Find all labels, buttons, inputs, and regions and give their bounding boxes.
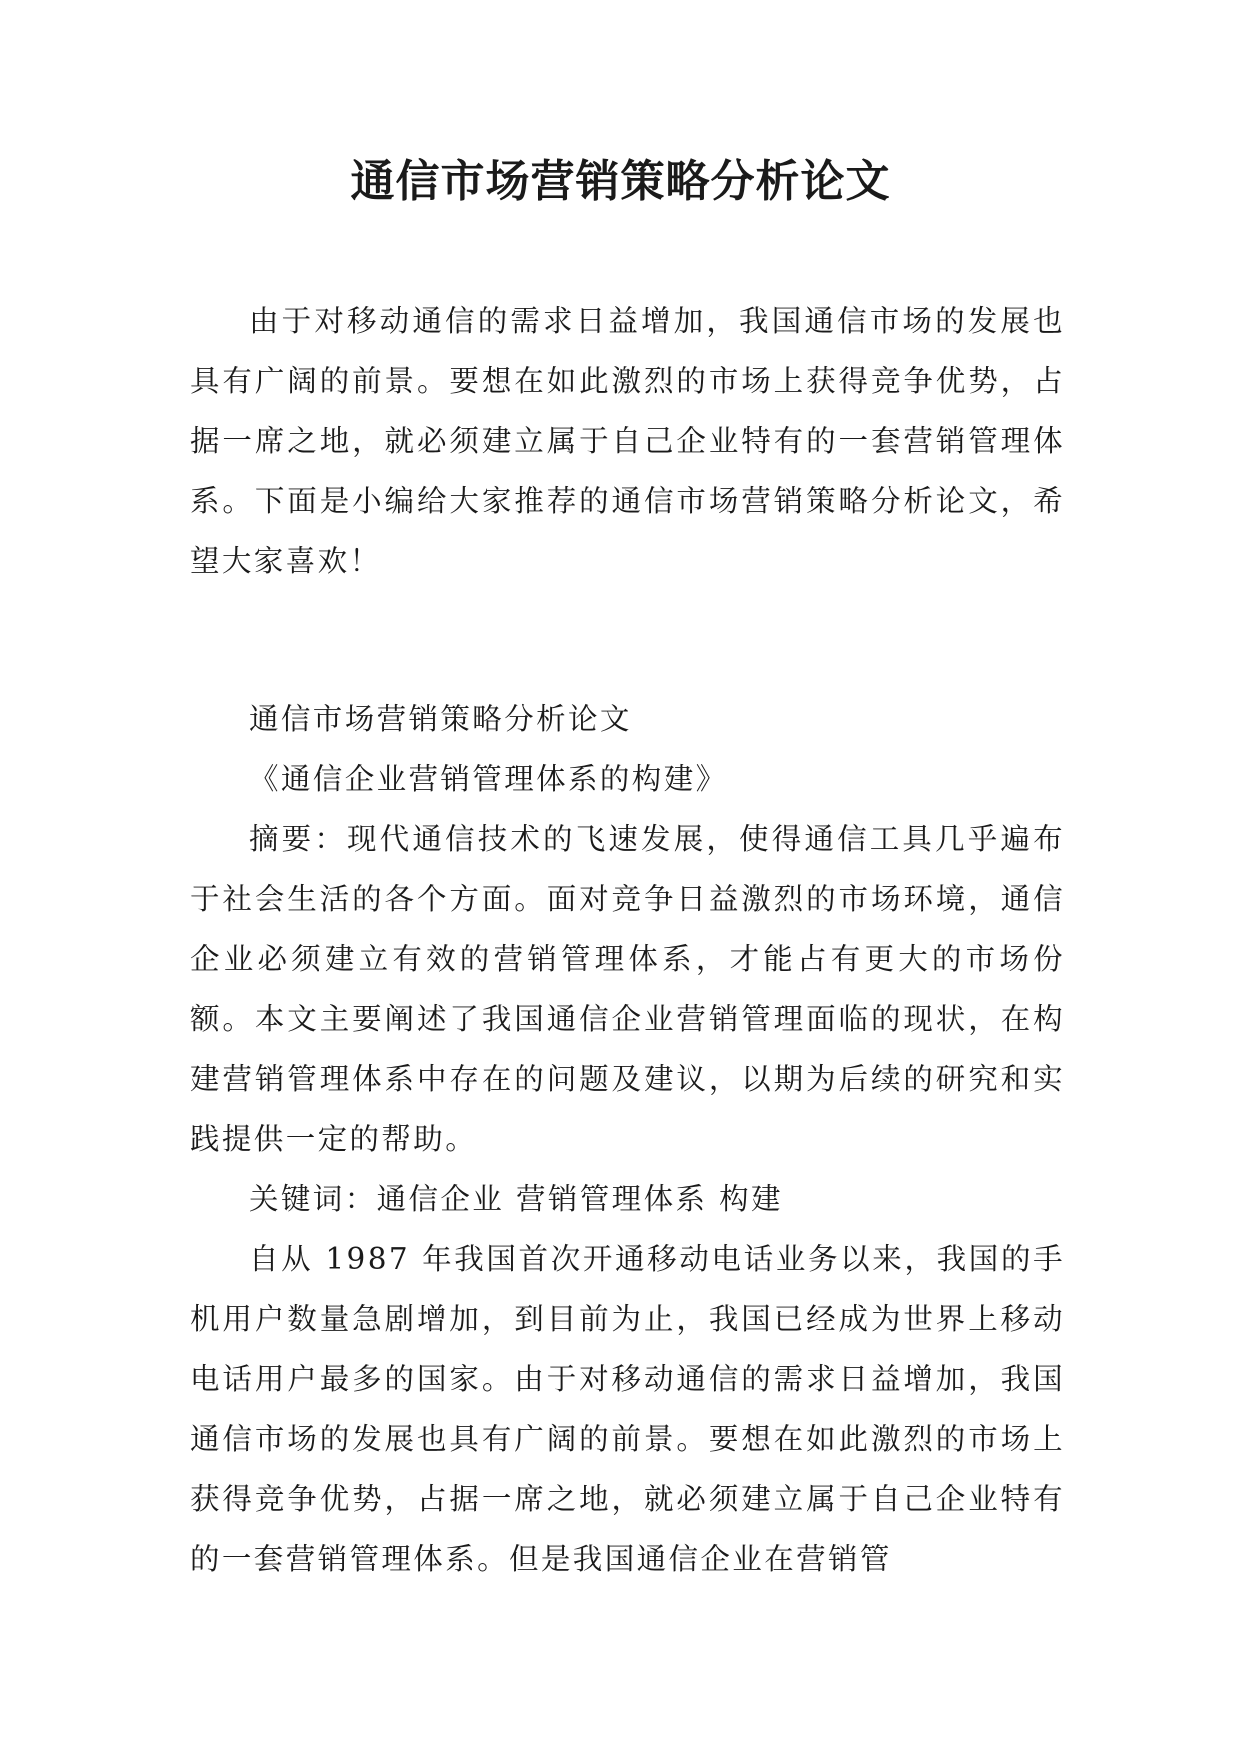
article-section — [190, 689, 1065, 1589]
keywords-line: 关键词：通信企业 营销管理体系 构建 — [249, 1182, 783, 1216]
intro-paragraph: 由于对移动通信的需求日益增加，我国通信市场的发展也具有广阔的前景。要想在如此激烈的市场上获得竞争优势，占据一席之地，就必须建立属于自己企业特有的一套营销管理体系。下面是小编给大家推荐的通信市场营销策略分析论文，希望大家喜欢！ — [190, 304, 1065, 578]
document-title: 通信市场营销策略分析论文 — [350, 156, 891, 207]
body-paragraph: 自从 1987 年我国首次开通移动电话业务以来，我国的手机用户数量急剧增加，到目前为止，我国已经成为世界上移动电话用户最多的国家。由于对移动通信的需求日益增加，我国通信市场的发展也具有广阔的前景。要想在如此激烈的市场上获得竞争优势，占据一席之地，就必须建立属于自己企业特有的一套营销管理体系。但是我国通信企业在营销管 — [190, 1242, 1065, 1576]
section-heading: 通信市场营销策略分析论文 — [249, 702, 632, 736]
abstract-paragraph: 摘要：现代通信技术的飞速发展，使得通信工具几乎遍布于社会生活的各个方面。面对竞争日益激烈的市场环境，通信企业必须建立有效的营销管理体系，才能占有更大的市场份额。本文主要阐述了我国通信企业营销管理面临的现状，在构建营销管理体系中存在的问题及建议，以期为后续的研究和实践提供一定的帮助。 — [190, 822, 1065, 1156]
paper-title: 《通信企业营销管理体系的构建》 — [249, 762, 728, 796]
intro-section — [190, 291, 1065, 591]
